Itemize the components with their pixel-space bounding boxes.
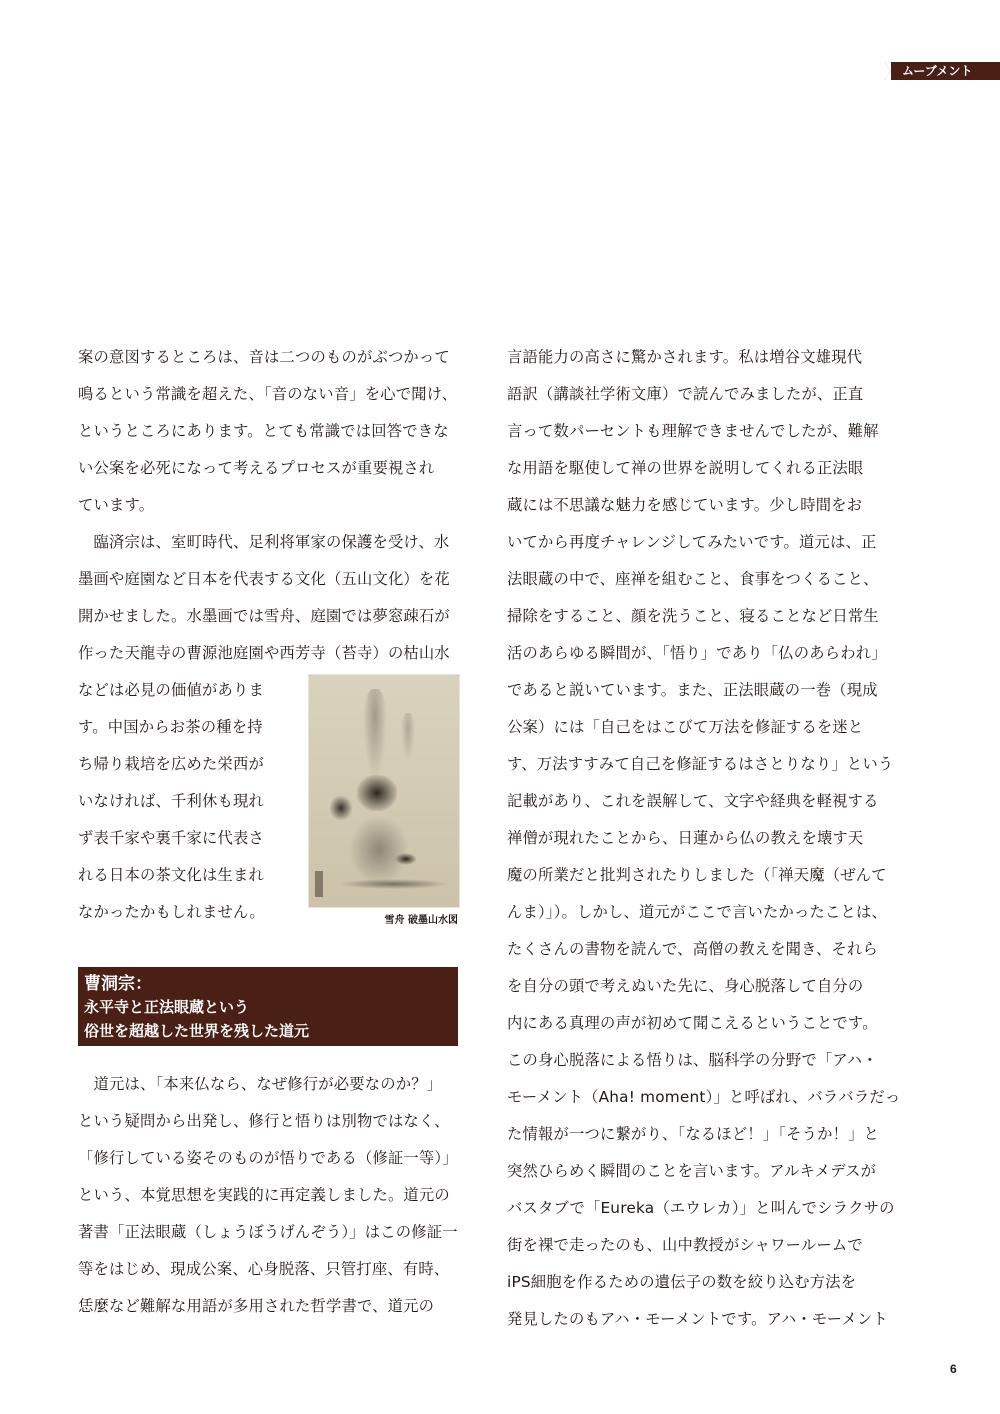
text-line: いなければ、千利休も現れ xyxy=(78,792,264,810)
text-line: この身心脱落による悟りは、脳科学の分野で「アハ・ xyxy=(507,1051,878,1069)
text-line: ています。 xyxy=(78,496,155,514)
text-line: 作った天龍寺の曹源池庭園や西芳寺（苔寺）の枯山水 xyxy=(78,644,450,662)
text-line: ち帰り栽培を広めた栄西が xyxy=(78,755,264,773)
text-line: 言語能力の高さに驚かされます。私は増谷文雄現代 xyxy=(507,348,863,366)
text-line: ず表千家や裏千家に代表さ xyxy=(78,829,264,847)
text-line: を自分の頭で考えぬいた先に、身心脱落して自分の xyxy=(507,977,864,995)
text-line: なかったかもしれません。 xyxy=(78,903,265,921)
section-heading-subtitle: 俗世を超越した世界を残した道元 xyxy=(84,1022,310,1040)
painting-signature xyxy=(315,871,323,897)
text-line: 発見したのもアハ・モーメントです。アハ・モーメント xyxy=(507,1310,888,1328)
text-line: 活のあらゆる瞬間が、「悟り」であり「仏のあらわれ」 xyxy=(507,644,887,662)
text-line: たくさんの書物を読んで、高僧の教えを聞き、それら xyxy=(507,940,879,958)
painting-hut xyxy=(395,853,417,865)
text-line: 「修行している姿そのものが悟りである（修証一等）」 xyxy=(78,1149,458,1167)
text-line: 道元は、「本来仏なら、なぜ修行が必要なのか？」 xyxy=(78,1075,443,1093)
text-line: 内にある真理の声が初めて聞こえるということです。 xyxy=(507,1014,878,1032)
text-line: んま）」）。しかし、道元がここで言いたかったことは、 xyxy=(507,903,887,921)
text-line: 法眼蔵の中で、座禅を組むこと、食事をつくること、 xyxy=(507,570,879,588)
text-line: 鳴るという常識を超えた、「音のない音」を心で聞け、 xyxy=(78,385,458,403)
text-line: い公案を必死になって考えるプロセスが重要視され xyxy=(78,459,435,477)
ink-painting-image xyxy=(308,674,460,908)
text-line: 街を裸で走ったのも、山中教授がシャワールームで xyxy=(507,1236,863,1254)
left-column-lower xyxy=(78,1066,462,1325)
text-line: などは必見の価値がありま xyxy=(78,681,264,699)
text-line: iPS細胞を作るための遺伝子の数を絞り込む方法を xyxy=(507,1273,857,1291)
text-line: モーメント（Aha! moment）」と呼ばれ、バラバラだっ xyxy=(507,1088,901,1106)
text-line: 恁麼など難解な用語が多用された哲学書で、道元の xyxy=(78,1297,435,1315)
text-line: た情報が一つに繋がり、「なるほど！」「そうか！」と xyxy=(507,1125,880,1143)
text-line: な用語を駆使して禅の世界を説明してくれる正法眼 xyxy=(507,459,864,477)
text-line: 突然ひらめく瞬間のことを言います。アルキメデスが xyxy=(507,1162,877,1180)
chevron-notch-icon xyxy=(884,62,891,80)
text-line: というところにあります。とても常識では回答できな xyxy=(78,422,449,440)
text-line: 著書「正法眼蔵（しょうぼうげんぞう）」はこの修証一 xyxy=(78,1223,458,1241)
painting-trees xyxy=(357,775,397,811)
page-number: 6 xyxy=(950,1362,957,1376)
text-line: 開かせました。水墨画では雪舟、庭園では夢窓疎石が xyxy=(78,607,450,625)
painting-ground xyxy=(339,879,449,889)
text-line: 掃除をすること、顔を洗うこと、寝ることなど日常生 xyxy=(507,607,879,625)
section-tag-label: ムーブメント xyxy=(902,64,973,78)
section-heading-title: 曹洞宗： xyxy=(84,974,152,994)
text-line: す。中国からお茶の種を持 xyxy=(78,718,263,736)
text-line: す、万法すすみて自己を修証するはさとりなり」という xyxy=(507,755,894,773)
text-line: 語訳（講談社学術文庫）で読んでみましたが、正直 xyxy=(507,385,864,403)
text-line: いてから再度チャレンジしてみたいです。道元は、正 xyxy=(507,533,877,551)
text-line: 魔の所業だと批判されたりしました（「禅天魔（ぜんて xyxy=(507,866,887,884)
section-tag xyxy=(884,62,1000,80)
text-line: 案の意図するところは、音は二つのものがぶつかって xyxy=(78,348,450,366)
painting-mountain xyxy=(401,713,415,763)
right-column xyxy=(507,339,901,1338)
painting-rock xyxy=(349,815,409,885)
text-line: 墨画や庭園など日本を代表する文化（五山文化）を花 xyxy=(78,570,450,588)
text-line: であると説いています。また、正法眼蔵の一巻（現成 xyxy=(507,681,878,699)
text-line: バスタブで「Eureka（エウレカ）」と叫んでシラクサの xyxy=(507,1199,895,1217)
text-line: れる日本の茶文化は生まれ xyxy=(78,866,264,884)
text-line: 言って数パーセントも理解できませんでしたが、難解 xyxy=(507,422,879,440)
text-line: 記載があり、これを誤解して、文字や経典を軽視する xyxy=(507,792,879,810)
section-heading-subtitle: 永平寺と正法眼蔵という xyxy=(84,998,250,1016)
text-line: という疑問から出発し、修行と悟りは別物ではなく、 xyxy=(78,1112,450,1130)
figure-caption: 雪舟 破墨山水図 xyxy=(384,915,458,926)
text-line: 公案）には「自己をはこびて万法を修証するを迷と xyxy=(507,718,864,736)
text-line: 等をはじめ、現成公案、心身脱落、只管打座、有時、 xyxy=(78,1260,450,1278)
painting-mountain xyxy=(363,689,387,779)
section-heading xyxy=(78,967,458,1046)
text-line: 臨済宗は、室町時代、足利将軍家の保護を受け、水 xyxy=(78,533,450,551)
text-line: 蔵には不思議な魅力を感じています。少し時間をお xyxy=(507,496,863,514)
text-line: 禅僧が現れたことから、日蓮から仏の教えを壊す天 xyxy=(507,829,864,847)
text-line: という、本覚思想を実践的に再定義しました。道元の xyxy=(78,1186,450,1204)
